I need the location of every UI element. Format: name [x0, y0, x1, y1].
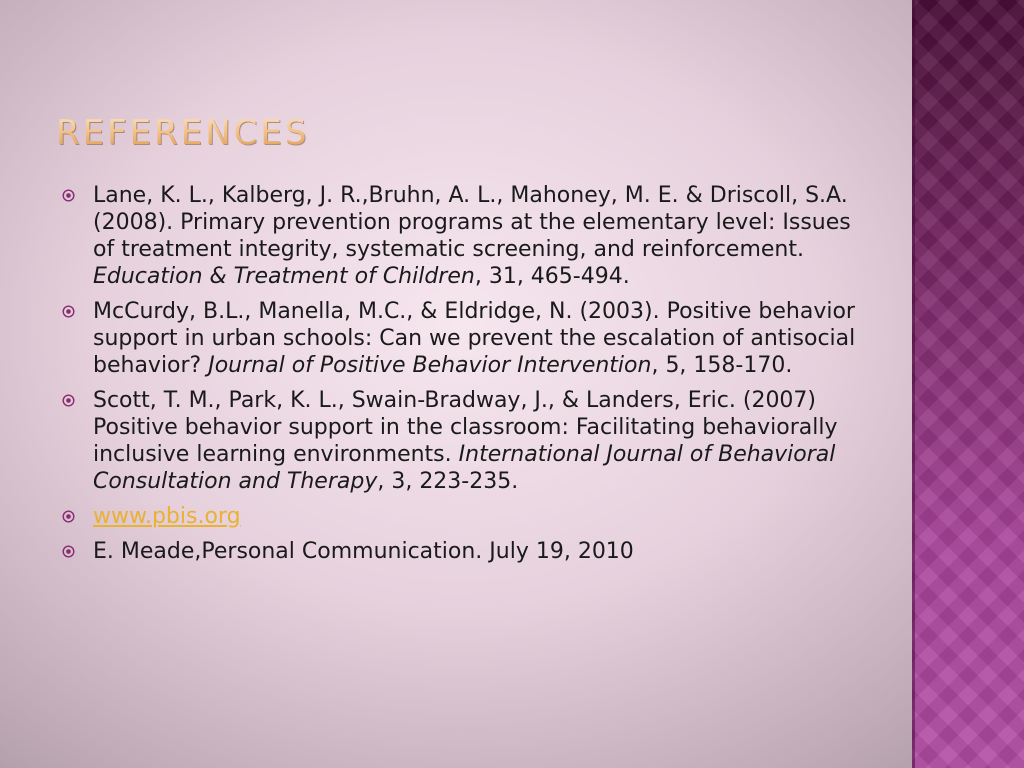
- reference-journal: International Journal of Behavioral Consultation and Therapy: [93, 442, 836, 494]
- reference-list: [62, 182, 862, 573]
- circled-dot-icon: [62, 189, 75, 202]
- personal-communication: E. Meade,Personal Communication. July 19, 2010: [93, 539, 634, 564]
- reference-details: , 5, 158-170.: [651, 353, 793, 378]
- reference-journal: Journal of Positive Behavior Intervention: [208, 353, 652, 378]
- reference-item-link: [62, 503, 862, 530]
- side-band-edge: [912, 0, 915, 768]
- reference-item-mccurdy: [62, 298, 862, 379]
- slide-title: references: [56, 100, 310, 156]
- reference-details: , 3, 223-235.: [377, 469, 519, 494]
- reference-item-scott: [62, 387, 862, 495]
- circled-dot-icon: [62, 545, 75, 558]
- reference-authors: McCurdy, B.L., Manella, M.C., & Eldridge, N. (2003). Positive behavior support in urban schools: Can we prevent the escalation of antisocial behavior?: [93, 299, 856, 378]
- circled-dot-icon: [62, 510, 75, 523]
- reference-authors: Lane, K. L., Kalberg, J. R.,Bruhn, A. L., Mahoney, M. E. & Driscoll, S.A. (2008). Primary prevention programs at the elementary level: Issues of treatment integrity, systematic screening, and reinforcement.: [93, 183, 851, 262]
- reference-item-communication: [62, 538, 862, 565]
- reference-item-lane: [62, 182, 862, 290]
- reference-details: , 31, 465-494.: [474, 264, 630, 289]
- circled-dot-icon: [62, 305, 75, 318]
- reference-authors: Scott, T. M., Park, K. L., Swain-Bradway, J., & Landers, Eric. (2007) Positive behavior support in the classroom: Facilitating behaviorally inclusive learning environments.: [93, 388, 838, 467]
- pbis-link[interactable]: www.pbis.org: [93, 504, 241, 529]
- circled-dot-icon: [62, 394, 75, 407]
- reference-journal: Education & Treatment of Children: [93, 264, 475, 289]
- decorative-side-band: [912, 0, 1024, 768]
